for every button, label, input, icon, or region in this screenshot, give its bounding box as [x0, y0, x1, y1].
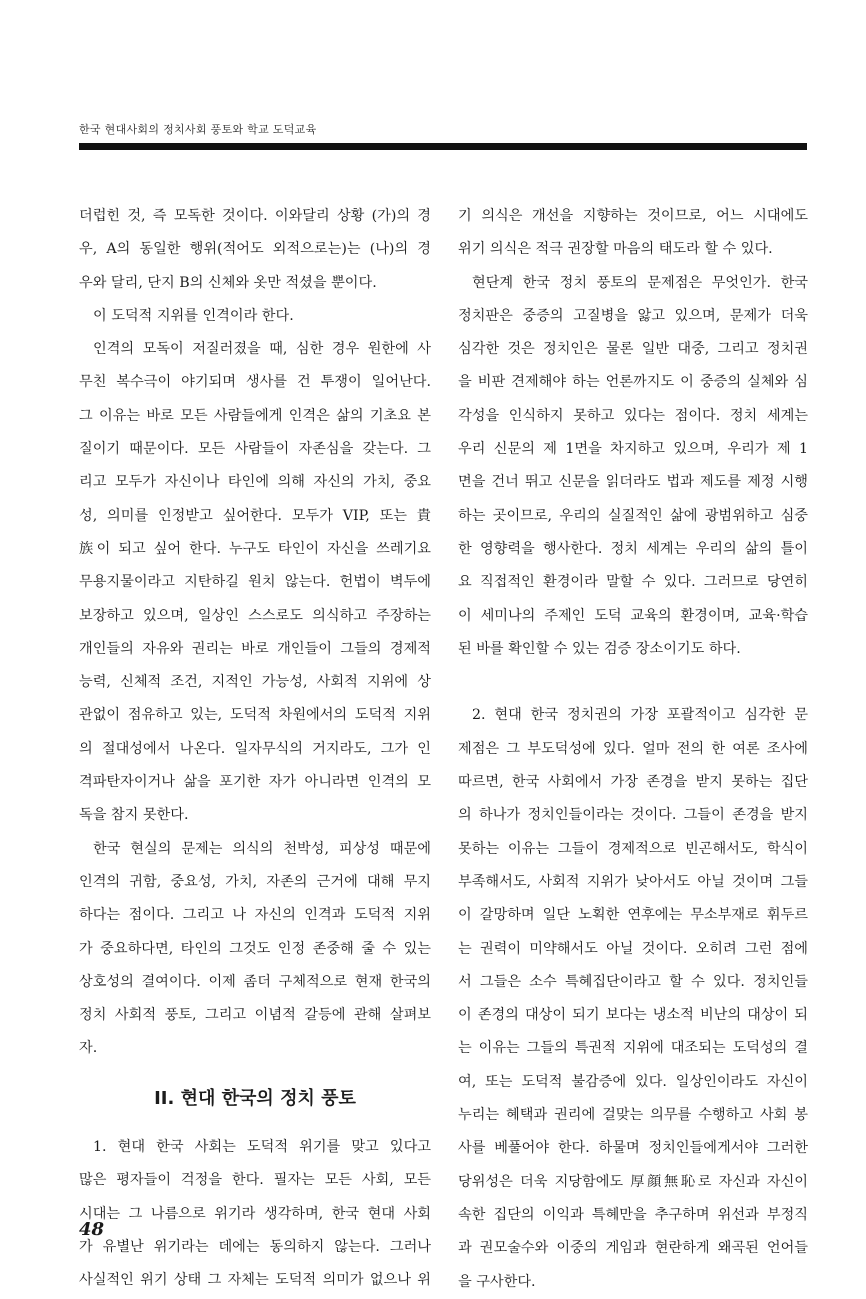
- left-paragraphs-top: [79, 200, 431, 1066]
- running-header: 한국 현대사회의 정치사회 풍토와 학교 도덕교육: [79, 123, 317, 136]
- text-line: 된 바를 확인할 수 있는 검증 장소이기도 하다.: [458, 640, 741, 657]
- text-line: 관없이 점유하고 있는, 도덕적 차원에서의 도덕적 지위: [79, 707, 431, 724]
- text-line: 가 중요하다면, 타인의 그것도 인정 존중해 줄 수 있는: [79, 940, 431, 957]
- text-line: 하는 곳이므로, 우리의 실질적인 삶에 광범위하고 심중: [458, 507, 808, 524]
- text-line: 族이 되고 싶어 한다. 누구도 타인이 자신을 쓰레기요: [79, 540, 431, 557]
- text-line: 이 존경의 대상이 되기 보다는 냉소적 비난의 대상이 되: [458, 1007, 808, 1024]
- text-line: 질이기 때문이다. 모든 사람들이 자존심을 갖는다. 그: [79, 441, 431, 458]
- right-column: [458, 200, 808, 1299]
- text-line: 는 이유는 그들의 특권적 지위에 대조되는 도덕성의 결: [458, 1040, 808, 1057]
- left-paragraphs-bottom: [79, 1131, 431, 1297]
- text-line: 한 영향력을 행사한다. 정치 세계는 우리의 삶의 틀이: [458, 540, 808, 557]
- text-line: 심각한 것은 정치인은 물론 일반 대중, 그리고 정치권: [458, 341, 808, 358]
- text-line: 기 의식은 개선을 지향하는 것이므로, 어느 시대에도: [458, 208, 808, 224]
- text-line: 격파탄자이거나 삶을 포기한 자가 아니라면 인격의 모: [79, 774, 431, 791]
- text-line: 당위성은 더욱 지당함에도 厚顔無恥로 자신과 자신이: [458, 1173, 808, 1190]
- text-line: 정치판은 중증의 고질병을 앓고 있으며, 문제가 더욱: [458, 307, 808, 324]
- text-line: 상호성의 결여이다. 이제 좀더 구체적으로 현재 한국의: [79, 973, 431, 990]
- text-line: 속한 집단의 이익과 특혜만을 추구하며 위선과 부정직: [458, 1206, 808, 1223]
- text-line: 인격의 귀함, 중요성, 가치, 자존의 근거에 대해 무지: [79, 873, 431, 890]
- right-paragraphs-top: [458, 200, 808, 666]
- text-line: 무용지물이라고 지탄하길 원치 않는다. 헌법이 벽두에: [79, 574, 431, 591]
- text-line: 여, 또는 도덕적 불감증에 있다. 일상인이라도 자신이: [458, 1073, 808, 1090]
- page-number: 48: [79, 1219, 105, 1240]
- text-line: 인격의 모독이 저질러졌을 때, 심한 경우 원한에 사: [93, 341, 431, 358]
- text-line: 현단계 한국 정치 풍토의 문제점은 무엇인가. 한국: [472, 274, 808, 291]
- left-column: [79, 200, 431, 1298]
- text-line: 우리 신문의 제 1면을 차지하고 있으며, 우리가 제 1: [458, 441, 808, 458]
- text-line: 더럽힌 것, 즉 모독한 것이다. 이와달리 상황 (가)의 경: [79, 208, 431, 224]
- text-line: 우와 달리, 단지 B의 신체와 옷만 적셨을 뿐이다.: [79, 274, 377, 291]
- text-line: 성, 의미를 인정받고 싶어한다. 모두가 VIP, 또는 貴: [79, 507, 431, 524]
- text-line: 을 비판 견제해야 하는 언론까지도 이 중증의 실체와 심: [458, 374, 808, 391]
- text-line: 따르면, 한국 사회에서 가장 존경을 받지 못하는 집단: [458, 774, 808, 791]
- text-line: 제점은 그 부도덕성에 있다. 얼마 전의 한 여론 조사에: [458, 740, 808, 757]
- text-line: 시대는 그 나름으로 위기라 생각하며, 한국 현대 사회: [79, 1205, 431, 1222]
- text-line: 개인들의 자유와 권리는 바로 개인들이 그들의 경제적: [79, 640, 431, 657]
- text-line: 독을 참지 못한다.: [79, 807, 189, 824]
- text-line: 면을 건너 뛰고 신문을 읽더라도 법과 제도를 제정 시행: [458, 474, 808, 491]
- text-line: 요 직접적인 환경이라 말할 수 있다. 그러므로 당연히: [458, 574, 808, 591]
- text-line: 각성을 인식하지 못하고 있다는 점이다. 정치 세계는: [458, 407, 808, 424]
- text-line: 이 세미나의 주제인 도덕 교육의 환경이며, 교육·학습: [458, 607, 808, 624]
- text-line: 을 구사한다.: [458, 1273, 536, 1290]
- right-paragraphs-bottom: [458, 699, 808, 1298]
- text-line: 2. 현대 한국 정치권의 가장 포괄적이고 심각한 문: [472, 707, 808, 724]
- text-line: 많은 평자들이 걱정을 한다. 필자는 모든 사회, 모든: [79, 1172, 431, 1189]
- text-line: 위기 의식은 적극 권장할 마음의 태도라 할 수 있다.: [458, 241, 773, 258]
- text-line: 보장하고 있으며, 일상인 스스로도 의식하고 주장하는: [79, 607, 431, 624]
- text-line: 무친 복수극이 야기되며 생사를 건 투쟁이 일어난다.: [79, 374, 431, 391]
- text-line: 이 갈망하며 일단 노획한 연후에는 무소부재로 휘두르: [458, 907, 808, 924]
- text-line: 사를 베풀어야 한다. 하물며 정치인들에게서야 그러한: [458, 1140, 808, 1157]
- text-line: 리고 모두가 자신이나 타인에 의해 자신의 가치, 중요: [79, 474, 431, 491]
- section-heading: II. 현대 한국의 정치 풍토: [154, 1087, 356, 1109]
- text-line: 의 하나가 정치인들이라는 것이다. 그들이 존경을 받지: [458, 807, 808, 824]
- text-line: 우, A의 동일한 행위(적어도 외적으로는)는 (나)의 경: [79, 241, 431, 258]
- text-line: 못하는 이유는 그들이 경제적으로 빈곤해서도, 학식이: [458, 840, 808, 857]
- text-line: 자.: [79, 1040, 98, 1057]
- text-line: 하다는 점이다. 그리고 나 자신의 인격과 도덕적 지위: [79, 907, 431, 924]
- paragraph-gap: [458, 666, 808, 699]
- text-line: 는 권력이 미약해서도 아닐 것이다. 오히려 그런 점에: [458, 940, 808, 957]
- text-line: 의 절대성에서 나온다. 일자무식의 거지라도, 그가 인: [79, 740, 431, 757]
- text-line: 한국 현실의 문제는 의식의 천박성, 피상성 때문에: [93, 840, 431, 857]
- text-line: 과 권모술수와 이중의 게임과 현란하게 왜곡된 언어들: [458, 1240, 808, 1257]
- text-line: 능력, 신체적 조건, 지적인 가능성, 사회적 지위에 상: [79, 674, 431, 691]
- text-line: 1. 현대 한국 사회는 도덕적 위기를 맞고 있다고: [93, 1139, 431, 1156]
- text-line: 정치 사회적 풍토, 그리고 이념적 갈등에 관해 살펴보: [79, 1007, 431, 1024]
- text-line: 서 그들은 소수 특혜집단이라고 할 수 있다. 정치인들: [458, 973, 808, 990]
- header-rule: [79, 143, 807, 150]
- text-line: 가 유별난 위기라는 데에는 동의하지 않는다. 그러나: [79, 1238, 431, 1255]
- text-line: 사실적인 위기 상태 그 자체는 도덕적 의미가 없으나 위: [79, 1272, 431, 1289]
- text-line: 이 도덕적 지위를 인격이라 한다.: [93, 307, 294, 324]
- text-line: 누리는 혜택과 권리에 걸맞는 의무를 수행하고 사회 봉: [458, 1107, 808, 1124]
- text-line: 그 이유는 바로 모든 사람들에게 인격은 삶의 기초요 본: [79, 407, 431, 424]
- text-line: 부족해서도, 사회적 지위가 낮아서도 아닐 것이며 그들: [458, 873, 808, 890]
